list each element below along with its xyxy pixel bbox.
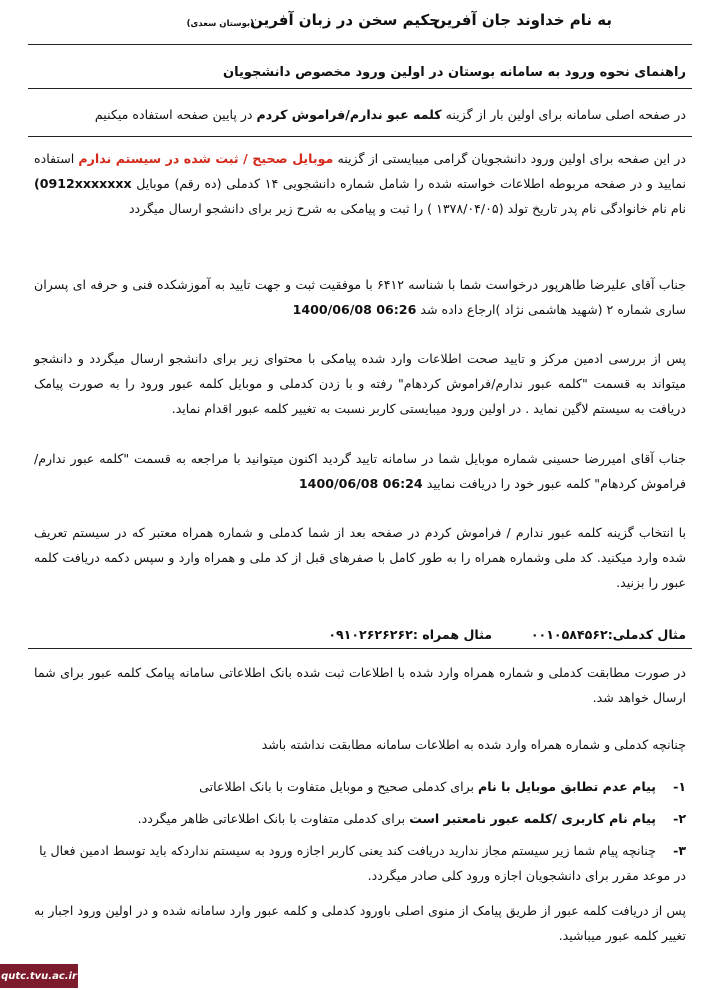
- paragraph-7: در صورت مطابقت کدملی و شماره همراه وارد شده با اطلاعات ثبت شده بانک اطلاعاتی سامانه پیامک کلمه عبور برای شما ارسال خواهد شد.: [34, 665, 686, 705]
- example-national-label: مثال کدملی:: [607, 627, 686, 642]
- p3-text: جناب آقای علیرضا طاهرپور درخواست شما با شناسه ۶۴۱۲ با موفقیت ثبت و جهت تایید به آموزشکده فنی و حرفه ای پسران ساری شماره ۲ (شهید هاشمی نژاد )ارجاع داده شد: [34, 277, 686, 317]
- example-national-value: ۰۰۱۰۵۸۴۵۶۲: [530, 627, 608, 642]
- list-item-text: چنانچه پیام شما زیر سیستم مجاز ندارید دریافت کند یعنی کاربر اجازه ورود به سیستم نداردکه باید توسط ادمین فعال یا در موعد مقرر برای دانشجویان اجازه ورود کلی صادر میگردد.: [39, 843, 686, 883]
- header-verse-first: به نام خداوند جان آفرین: [433, 11, 612, 29]
- p5-text: جناب آقای امیررضا حسینی شماره موبایل شما در سامانه تایید گردید اکنون میتوانید با مراجعه به قسمت "کلمه عبور ندارم/فراموش کردهام" کلمه عبور خود را دریافت نمایید: [34, 451, 686, 491]
- paragraph-6: با انتخاب گزینه کلمه عبور ندارم / فراموش کردم در صفحه بعد از شما کدملی و شماره همراه معتبر که در سیستم تعریف شده وارد میکنید. کد ملی وشماره همراه را به طور کامل با صفرهای قبل از کد ملی و همراه وارد و سپس دکمه دریافت کلمه عبور را بزنید.: [34, 525, 686, 590]
- list-item-number: ۳-: [673, 843, 686, 858]
- p3-timestamp: 1400/06/08 06:26: [292, 302, 417, 317]
- p1-after: در پایین صفحه استفاده میکنیم: [94, 107, 253, 122]
- header-verse: [92, 8, 612, 42]
- list-item-number: ۲-: [673, 811, 686, 826]
- paragraph-9: پس از دریافت کلمه عبور از طریق پیامک از منوی اصلی باورود کدملی و کلمه عبور وارد سامانه شده و در اولین ورود اجبار به تغییر کلمه عبور میباشید.: [34, 903, 686, 943]
- list-item: [36, 806, 686, 831]
- example-mobile-label: مثال همراه :: [412, 627, 493, 642]
- paragraph-8: چنانچه کدملی و شماره همراه وارد شده به اطلاعات سامانه مطابقت نداشته باشد: [261, 737, 686, 752]
- header-verse-author: (بوستان سعدی): [186, 19, 254, 29]
- p2-middle: استفاده نمایید و در صفحه مربوطه اطلاعات خواسته شده را شامل شماره دانشجویی ۱۴ کدملی (ده رقم) موبایل: [34, 151, 686, 191]
- divider-1: [28, 136, 692, 137]
- paragraph-2: [34, 146, 686, 221]
- p2-mobile-sample: (0912xxxxxxx: [34, 176, 132, 191]
- list-item: [36, 774, 686, 799]
- p2-red-option: موبایل صحیح / ثبت شده در سیستم ندارم: [78, 151, 334, 166]
- header-divider: [28, 44, 692, 45]
- p2-before: در این صفحه برای اولین ورود دانشجویان گرامی میبایستی از گزینه: [337, 151, 686, 166]
- p1-before: در صفحه اصلی سامانه برای اولین بار از گزینه: [445, 107, 686, 122]
- paragraph-4: پس از بررسی ادمین مرکز و تایید صحت اطلاعات وارد شده پیامکی با محتوای زیر برای دانشجو ارسال میگردد و دانشجو میتواند به قسمت "کلمه عبور ندارم/فراموش کردهام" رفته و با زدن کدملی و موبایل کلمه عبور ورود را به صورت پیامک دریافت به سیستم لاگین نماید . در اولین ورود میبایستی کاربر نسبت به تغییر کلمه عبور اقدام نماید.: [34, 351, 686, 416]
- list-item-number: ۱-: [673, 779, 686, 794]
- example-mobile-value: ۰۹۱۰۲۶۲۶۲۶۲: [328, 627, 413, 642]
- list-item-bold: پیام عدم تطابق موبایل با نام: [478, 779, 656, 794]
- site-watermark: qutc.tvu.ac.ir: [0, 964, 78, 988]
- p5-timestamp: 1400/06/08 06:24: [298, 476, 423, 491]
- divider-2: [28, 648, 692, 649]
- list-item-text: برای کدملی صحیح و موبایل متفاوت با بانک اطلاعاتی: [199, 779, 475, 794]
- paragraph-1: [34, 102, 686, 127]
- title-divider: [28, 88, 692, 89]
- example-line: [34, 622, 686, 647]
- p2-after: نام نام خانوادگی نام پدر تاریخ تولد (۱۳۷۸/۰۴/۰۵ ) را ثبت و پیامکی به شرح زیر برای دانشجو ارسال میگردد: [128, 201, 686, 216]
- paragraph-3: [34, 272, 686, 322]
- list-item-bold: پیام نام کاربری /کلمه عبور نامعتبر است: [409, 811, 656, 826]
- paragraph-5: [34, 446, 686, 496]
- p1-bold: کلمه عبو ندارم/فراموش کردم: [256, 107, 442, 122]
- list-item: [36, 838, 686, 888]
- list-item-text: برای کدملی متفاوت با بانک اطلاعاتی ظاهر میگردد.: [137, 811, 406, 826]
- header-verse-second: حکیم سخن در زبان آفرین: [250, 11, 440, 29]
- document-title: راهنمای نحوه ورود به سامانه بوستان در اولین ورود مخصوص دانشجویان: [222, 65, 686, 80]
